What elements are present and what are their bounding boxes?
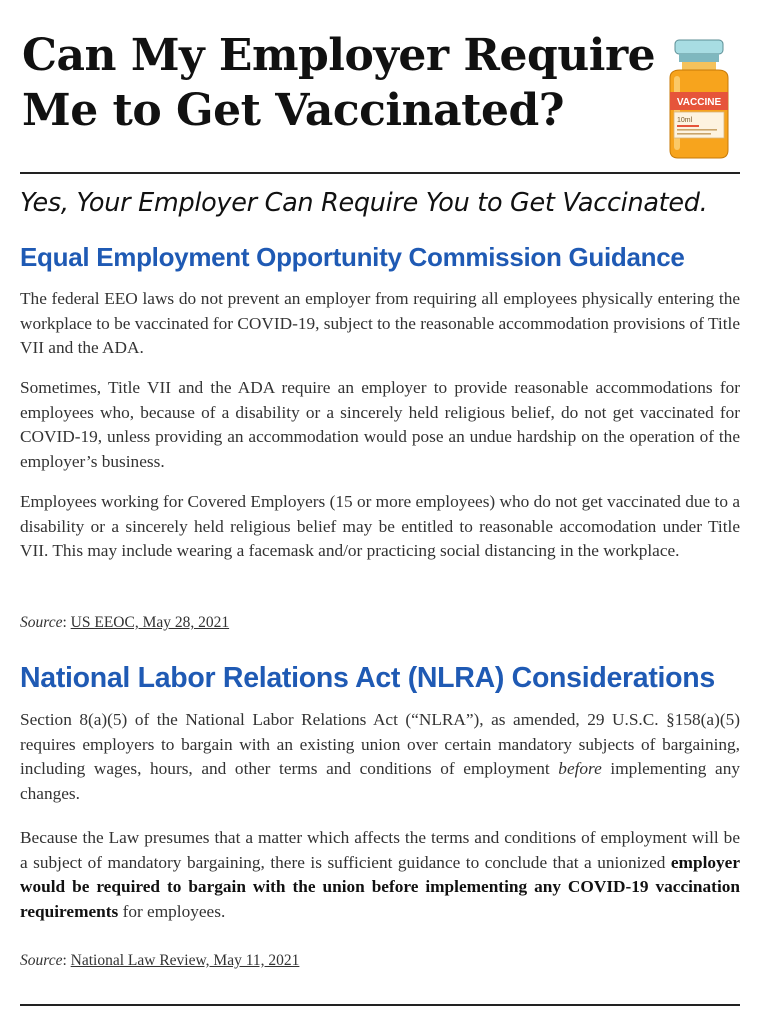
nlra-p1-emphasis: before <box>558 759 602 778</box>
eeoc-paragraph-1: The federal EEO laws do not prevent an employer from requiring all employees physically entering the workplace to be vaccinated for COVID-19, subject to the reasonable accommodation provisions of Title VII and the ADA. <box>20 289 740 357</box>
eeoc-paragraph-3: Employees working for Covered Employers (15 or more employees) who do not get vaccinated due to a disability or a sincerely held religious belief may be entitled to reasonable accomodation under Title VII. This may include wearing a facemask and/or practicing social distancing in the workplace. <box>20 492 740 560</box>
source-label: Source <box>20 952 63 969</box>
section-heading-eeoc: Equal Employment Opportunity Commission Guidance <box>20 242 685 272</box>
nlra-p2-text-end: for employees. <box>118 901 226 921</box>
title-line-2: Me to Get Vaccinated? <box>22 85 564 136</box>
vial-label-text: VACCINE <box>676 97 722 108</box>
nlra-source <box>20 950 740 972</box>
page-title <box>22 28 662 138</box>
vaccine-vial-icon <box>662 38 736 160</box>
vial-volume-text: 10ml <box>677 117 693 124</box>
page-subtitle: Yes, Your Employer Can Require You to Get Vaccinated. <box>20 188 708 218</box>
eeoc-source-link[interactable]: US EEOC, May 28, 2021 <box>70 614 230 631</box>
eeoc-source <box>20 612 740 634</box>
nlra-paragraph-1 <box>20 708 740 806</box>
source-separator: : <box>62 952 71 969</box>
nlra-source-link[interactable]: National Law Review, May 11, 2021 <box>70 952 300 969</box>
title-line-1: Can My Employer Require <box>22 30 656 81</box>
nlra-p2-bold: employer would be required to bargain with the union before implementing any COVID-19 vaccination requirements <box>20 852 740 921</box>
bottom-divider <box>20 1004 740 1006</box>
section-heading-nlra: National Labor Relations Act (NLRA) Considerations <box>20 662 715 694</box>
source-label: Source <box>20 614 63 631</box>
nlra-paragraph-2 <box>20 826 740 924</box>
nlra-p1-text-end: implementing any changes. <box>20 759 740 803</box>
nlra-p1-text: Section 8(a)(5) of the National Labor Relations Act (“NLRA”), as amended, 29 U.S.C. §158(a)(5) requires employers to bargain with an existing union over certain mandatory subjects of bargaining, including wages, hours, and other terms and conditions of employment <box>20 710 740 778</box>
eeoc-paragraph-2: Sometimes, Title VII and the ADA require an employer to provide reasonable accommodations for employees who, because of a disability or a sincerely held religious belief, do not get vaccinated for COVID-19, unless providing an accommodation would pose an undue hardship on the operation of the employer’s business. <box>20 378 740 471</box>
source-separator: : <box>62 614 71 631</box>
top-divider <box>20 172 740 174</box>
nlra-p2-text: Because the Law presumes that a matter which affects the terms and conditions of employment will be a subject of mandatory bargaining, there is sufficient guidance to conclude that a unionized <box>20 828 740 872</box>
